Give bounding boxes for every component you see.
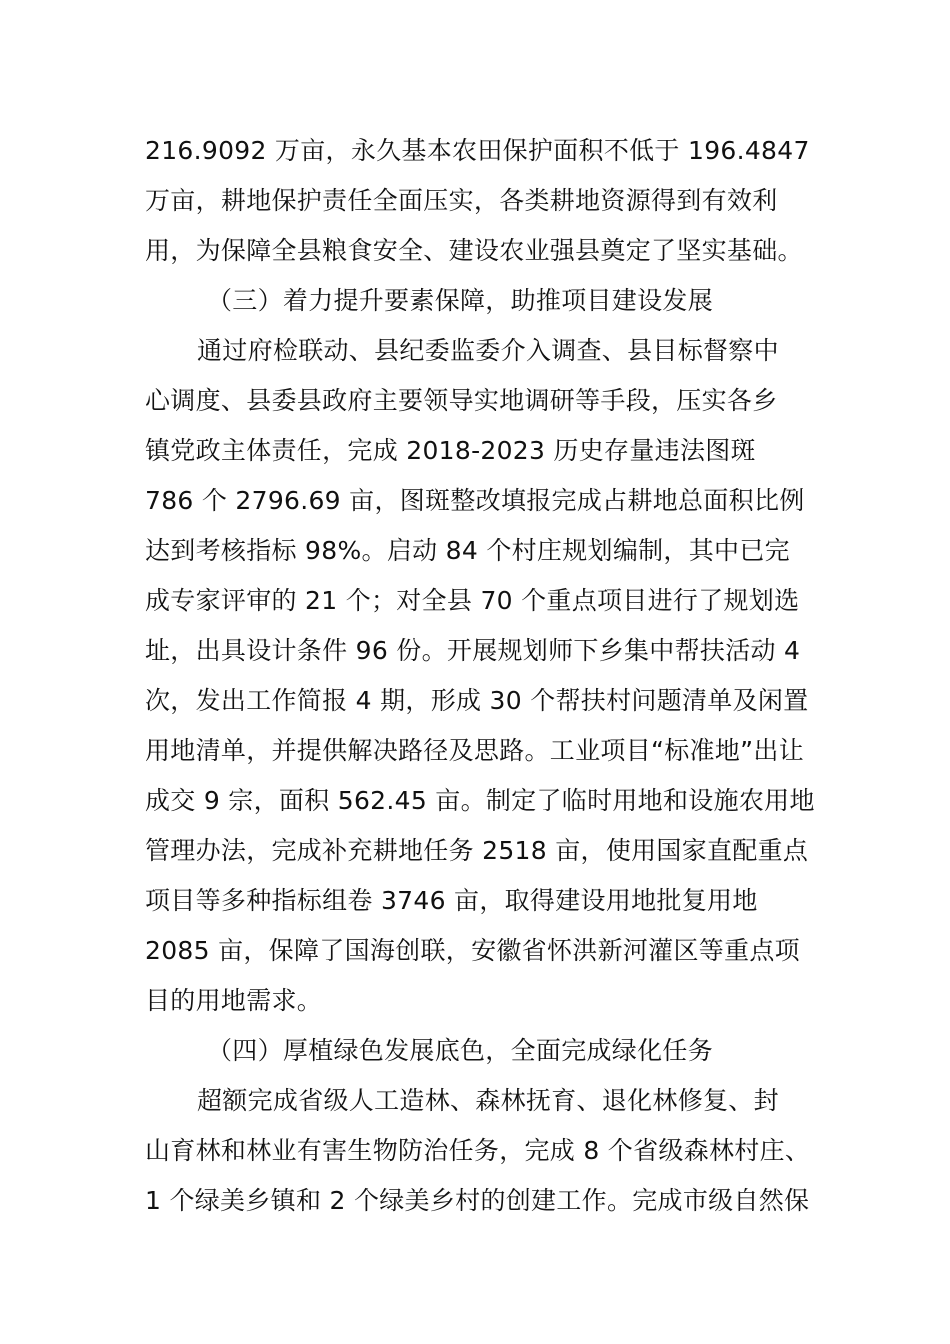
text-line: 达到考核指标 98%。启动 84 个村庄规划编制，其中已完: [145, 536, 790, 565]
text-line: 目的用地需求。: [145, 986, 323, 1015]
text-line: 山育林和林业有害生物防治任务，完成 8 个省级森林村庄、: [145, 1136, 811, 1165]
paragraph-start: 通过府检联动、县纪委监委介入调查、县目标督察中: [197, 336, 779, 365]
text-line: 址，出具设计条件 96 份。开展规划师下乡集中帮扶活动 4: [145, 636, 801, 665]
text-line: 2085 亩，保障了国海创联，安徽省怀洪新河灌区等重点项: [145, 936, 800, 965]
section-heading-4: （四）厚植绿色发展底色，全面完成绿化任务: [207, 1036, 714, 1065]
section-heading-3: （三）着力提升要素保障，助推项目建设发展: [207, 286, 714, 315]
text-line: 心调度、县委县政府主要领导实地调研等手段，压实各乡: [145, 386, 778, 415]
text-line: 786 个 2796.69 亩，图斑整改填报完成占耕地总面积比例: [145, 486, 805, 515]
text-line: 次，发出工作简报 4 期，形成 30 个帮扶村问题清单及闲置: [145, 686, 809, 715]
text-line: 用地清单，并提供解决路径及思路。工业项目“标准地”出让: [145, 736, 805, 765]
text-line: 1 个绿美乡镇和 2 个绿美乡村的创建工作。完成市级自然保: [145, 1186, 810, 1215]
paragraph-start: 超额完成省级人工造林、森林抚育、退化林修复、封: [197, 1086, 779, 1115]
text-line: 216.9092 万亩，永久基本农田保护面积不低于 196.4847: [145, 136, 810, 165]
text-line: 管理办法，完成补充耕地任务 2518 亩，使用国家直配重点: [145, 836, 809, 865]
text-line: 成交 9 宗，面积 562.45 亩。制定了临时用地和设施农用地: [145, 786, 815, 815]
document-body: [145, 126, 815, 1226]
text-line: 用，为保障全县粮食安全、建设农业强县奠定了坚实基础。: [145, 236, 803, 265]
text-line: 万亩，耕地保护责任全面压实，各类耕地资源得到有效利: [145, 186, 778, 215]
text-line: 成专家评审的 21 个；对全县 70 个重点项目进行了规划选: [145, 586, 800, 615]
text-line: 项目等多种指标组卷 3746 亩，取得建设用地批复用地: [145, 886, 758, 915]
text-line: 镇党政主体责任，完成 2018-2023 历史存量违法图斑: [145, 436, 756, 465]
